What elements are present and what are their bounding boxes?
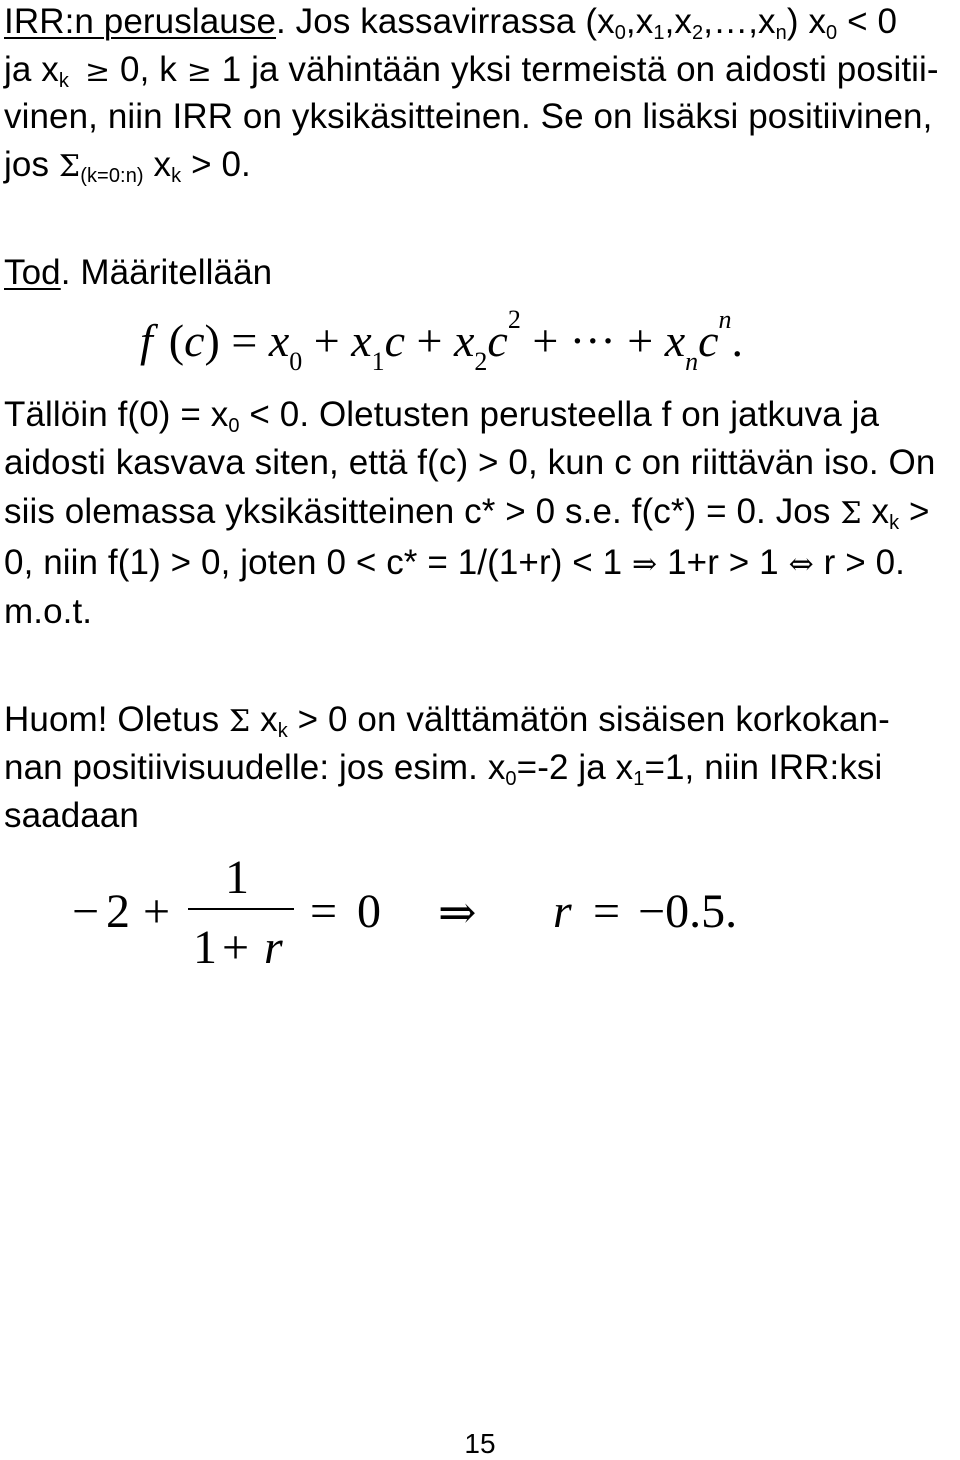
note-line-1: Huom! Oletus Σ $x_k > 0$ on välttämätön sisäisen korkokan-: [4, 700, 890, 742]
proof-line-4: 0, niin f(1) > 0, joten 0 < c* = 1/(1+r) < 1 ⇒ 1+r > 1 ⇔ r > 0.: [4, 543, 905, 582]
proof-line-1: Tällöin $f(0) = x_0 < 0$. Oletusten perusteella f on jatkuva ja: [4, 395, 880, 437]
iff-symbol: ⇔: [788, 547, 814, 582]
geq-symbol: ≥: [186, 54, 212, 89]
theorem-line-2: ja $x_k \ge 0$, k ≥ 1 ja vähintään yksi termeistä on aidosti positii-: [4, 50, 939, 92]
irr-example-equation: − 2 + 1 1 + r = 0 ⇒ r = −0.5.: [72, 851, 738, 974]
fraction-numerator: 1: [225, 851, 249, 904]
proof-line-2: aidosti kasvava siten, että f(c) > 0, kun c on riittävän iso. On: [4, 443, 936, 482]
sum-range: (k=0:n): [80, 165, 144, 187]
note-line-2: nan positiivisuudelle: jos esim. $x_0=-2$ ja $x_1=1$, niin IRR:ksi: [4, 748, 883, 790]
fraction-bar: [188, 908, 294, 910]
qed-marker: m.o.t.: [4, 592, 93, 631]
theorem-line-1: IRR:n peruslause. Jos kassavirrassa $(x_0,x_1,x_2,\dots,x_n) x_0 < 0$: [4, 2, 898, 44]
sigma-symbol: Σ: [840, 496, 862, 531]
theorem-title: IRR:n peruslause: [4, 2, 277, 41]
theorem-line-3: vinen, niin IRR on yksikäsitteinen. Se on lisäksi positiivinen,: [4, 97, 933, 136]
sigma-symbol: Σ: [229, 704, 251, 739]
polynomial-formula: f $(c) = x_0 + x_1c + x_2c^2$ + ··· + $x_nc^n$.: [140, 305, 744, 376]
implies-arrow: ⇒: [438, 885, 477, 939]
minus-sign: −: [72, 885, 100, 938]
note-line-3: saadaan: [4, 796, 139, 835]
page-number: 15: [464, 1428, 496, 1459]
implies-symbol: ⇒: [632, 547, 658, 582]
geq-symbol: ≥: [84, 54, 111, 89]
proof-intro: Tod. Määritellään: [4, 253, 273, 292]
sigma-symbol: Σ: [58, 149, 81, 184]
theorem-line-4: jos $\Sigma_{(k=0:n)}$ $x_k > 0$.: [4, 145, 251, 187]
result-value: −0.5.: [638, 885, 738, 938]
proof-label: Tod: [4, 253, 61, 292]
proof-line-3: siis olemassa yksikäsitteinen c* > 0 s.e. f(c*) = 0. Jos Σ $x_k$ >: [4, 492, 930, 534]
